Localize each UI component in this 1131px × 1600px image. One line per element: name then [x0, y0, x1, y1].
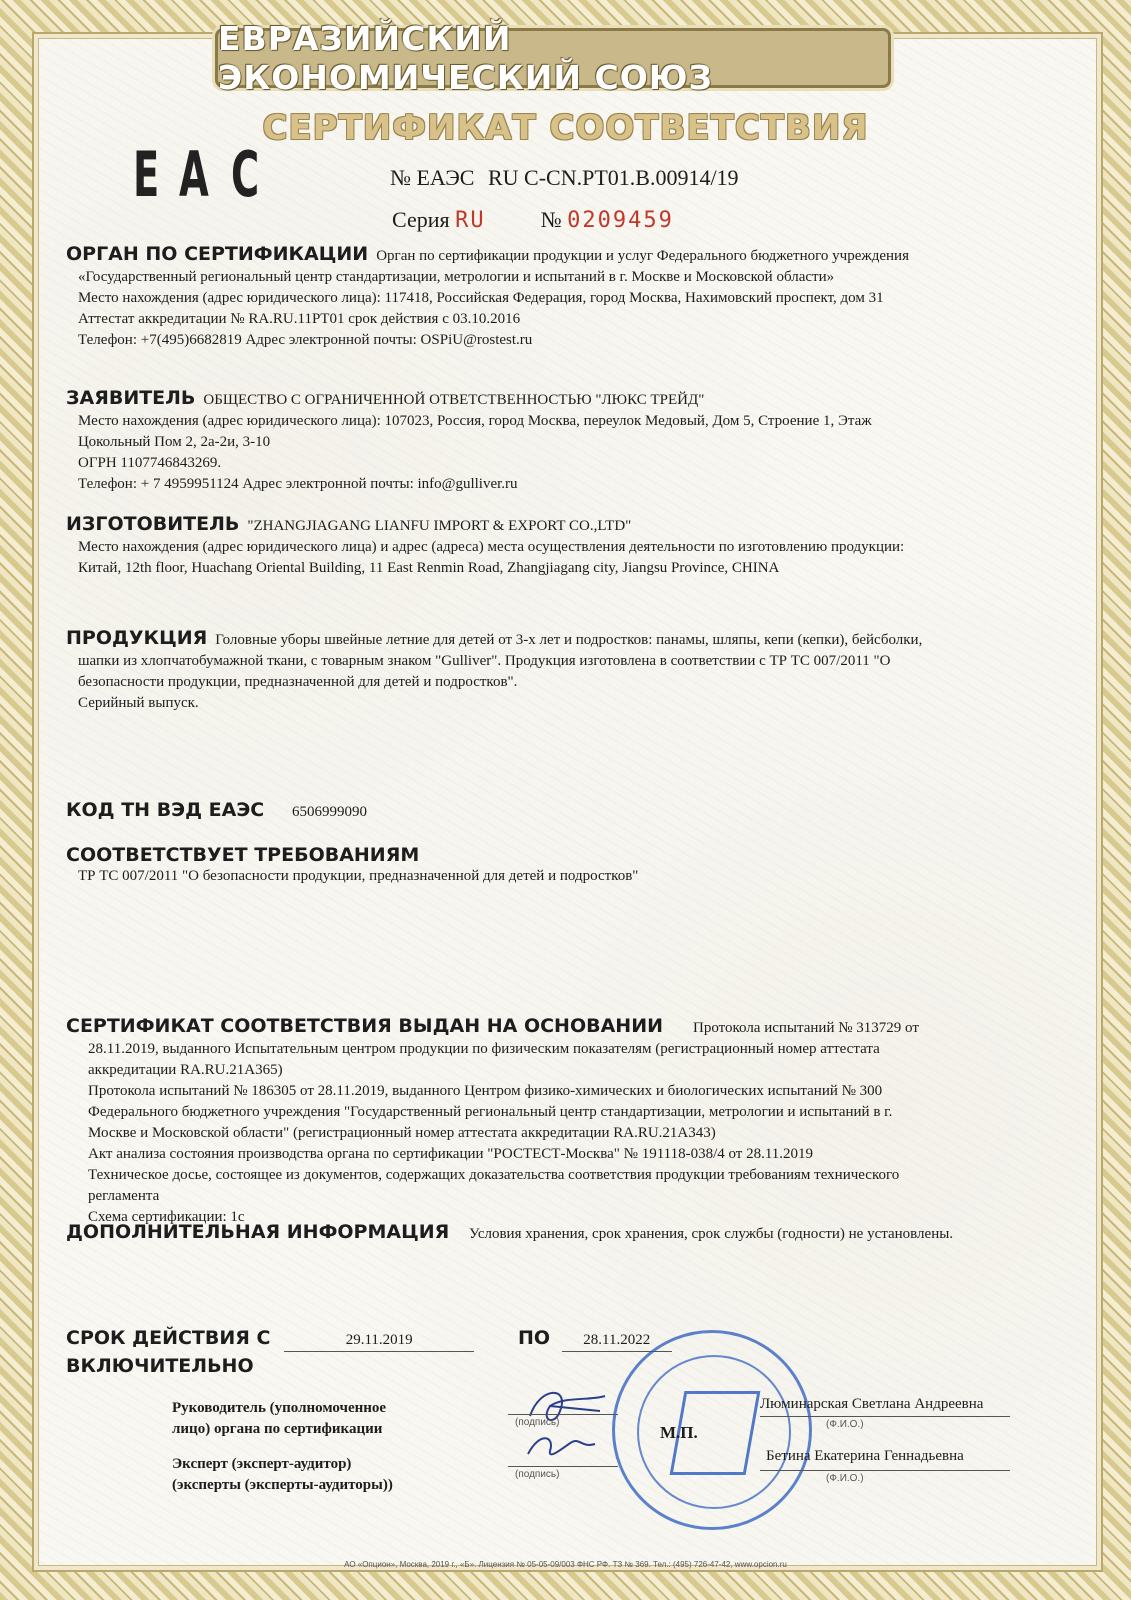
certificate-number	[390, 165, 739, 191]
serial-label: №	[540, 207, 562, 232]
basis-line2: аккредитации RA.RU.21A365)	[88, 1062, 283, 1078]
eac-letter-a: A	[179, 138, 210, 211]
organ-line4: Аттестат аккредитации № RA.RU.11PT01 срок действия с 03.10.2016	[78, 311, 521, 327]
expert-name-line	[760, 1470, 1010, 1471]
validity-inclusive: ВКЛЮЧИТЕЛЬНО	[66, 1355, 254, 1377]
additional-section	[66, 1222, 1076, 1245]
applicant-line2: Место нахождения (адрес юридического лица): 107023, Россия, город Москва, переулок Медовый, Дом 5, Строение 1, Этаж	[78, 413, 872, 429]
manufacturer-line2: Место нахождения (адрес юридического лица) и адрес (адреса) места осуществления деятельности по изготовлению продукции:	[78, 539, 905, 555]
serial-value: 0209459	[567, 208, 674, 233]
manufacturer-heading: ИЗГОТОВИТЕЛЬ	[66, 513, 240, 535]
code-section	[66, 800, 1066, 823]
head-sign-caption: (подпись)	[515, 1417, 560, 1428]
organ-section	[66, 244, 1066, 351]
basis-line9: Схема сертификации: 1с	[88, 1209, 245, 1225]
conforms-section	[66, 845, 1066, 887]
print-footer: АО «Опцион», Москва, 2019 г., «Б». Лицензия № 05-05-09/003 ФНС РФ. ТЗ № 369. Тел.: (495) 726-47-42, www.opcion.ru	[344, 1560, 787, 1569]
validity-heading: СРОК ДЕЙСТВИЯ С	[66, 1327, 271, 1349]
applicant-heading: ЗАЯВИТЕЛЬ	[66, 387, 196, 409]
basis-line5: Москве и Московской области" (регистрационный номер аттестата аккредитации RA.RU.21A343)	[88, 1125, 716, 1141]
basis-line3: Протокола испытаний № 186305 от 28.11.2019, выданного Центром физико-химических и биологических испытаний № 300	[88, 1083, 883, 1099]
expert-name: Бетина Екатерина Геннадьевна	[766, 1448, 964, 1464]
head-label-line1: Руководитель (уполномоченное	[172, 1400, 387, 1416]
document-title: СЕРТИФИКАТ СООТВЕТСТВИЯ	[262, 108, 869, 148]
head-name-line	[760, 1416, 1010, 1417]
additional-line1: Условия хранения, срок хранения, срок службы (годности) не установлены.	[469, 1226, 954, 1242]
certificate-number-label: № ЕАЭС	[390, 165, 475, 190]
applicant-line5: Телефон: + 7 4959951124 Адрес электронной почты: info@gulliver.ru	[78, 476, 518, 492]
certificate-number-value: RU C-CN.PT01.B.00914/19	[487, 165, 739, 190]
organ-heading: ОРГАН ПО СЕРТИФИКАЦИИ	[66, 243, 369, 265]
manufacturer-section	[66, 514, 1066, 579]
union-banner-text: ЕВРАЗИЙСКИЙ ЭКОНОМИЧЕСКИЙ СОЮЗ	[218, 19, 713, 97]
validity-to: 28.11.2022	[562, 1330, 672, 1352]
basis-line8: регламента	[88, 1188, 160, 1204]
applicant-line1: ОБЩЕСТВО С ОГРАНИЧЕННОЙ ОТВЕТСТВЕННОСТЬЮ "ЛЮКС ТРЕЙД"	[203, 392, 705, 408]
basis-line4: Федерального бюджетного учреждения "Государственный региональный центр стандартизации, метрологии и испытаний в г.	[88, 1104, 893, 1120]
applicant-line3: Цокольный Пом 2, 2а-2и, 3-10	[78, 434, 271, 450]
organ-line3: Место нахождения (адрес юридического лица): 117418, Российская Федерация, город Москва, Нахимовский проспект, дом 31	[78, 290, 884, 306]
manufacturer-line3: Китай, 12th floor, Huachang Oriental Building, 11 East Renmin Road, Zhangjiagang city, Jiangsu Province, CHINA	[78, 560, 780, 576]
seal-place-mark: М.П.	[660, 1423, 698, 1442]
product-section	[66, 628, 1066, 714]
head-signature-line	[508, 1414, 618, 1415]
basis-line0: Протокола испытаний № 313729 от	[693, 1020, 919, 1036]
validity-from: 29.11.2019	[284, 1330, 474, 1352]
basis-line1: 28.11.2019, выданного Испытательным центром продукции по физическим показателям (регистрационный номер аттестата	[88, 1041, 880, 1057]
eac-logo	[133, 138, 260, 211]
basis-section	[66, 1016, 1076, 1228]
expert-label-line2: (эксперты (эксперты-аудиторы))	[172, 1477, 393, 1493]
product-line4: Серийный выпуск.	[78, 695, 199, 711]
organ-line5: Телефон: +7(495)6682819 Адрес электронной почты: OSPiU@rostest.ru	[78, 332, 533, 348]
expert-label-line1: Эксперт (эксперт-аудитор)	[172, 1456, 352, 1472]
manufacturer-line1: "ZHANGJIAGANG LIANFU IMPORT & EXPORT CO.,LTD"	[247, 518, 632, 534]
series-label: Серия	[392, 207, 450, 232]
product-heading: ПРОДУКЦИЯ	[66, 627, 208, 649]
head-name: Люминарская Светлана Андреевна	[760, 1396, 984, 1412]
expert-label	[172, 1454, 452, 1496]
head-label-line2: лицо) органа по сертификации	[172, 1421, 383, 1437]
applicant-line4: ОГРН 1107746843269.	[78, 455, 222, 471]
head-label	[172, 1398, 432, 1440]
validity-to-label: ПО	[517, 1327, 551, 1349]
organ-line1: Орган по сертификации продукции и услуг Федерального бюджетного учреждения	[376, 248, 909, 264]
organ-line2: «Государственный региональный центр стандартизации, метрологии и испытаний в г. Москве и Московской области»	[78, 269, 835, 285]
conforms-line1: ТР ТС 007/2011 "О безопасности продукции, предназначенной для детей и подростков"	[78, 868, 639, 884]
basis-line6: Акт анализа состояния производства органа по сертификации "РОСТЕСТ-Москва" № 191118-038/4 от 28.11.2019	[88, 1146, 814, 1162]
series-line	[392, 207, 674, 233]
additional-heading: ДОПОЛНИТЕЛЬНАЯ ИНФОРМАЦИЯ	[66, 1221, 450, 1243]
basis-line7: Техническое досье, состоящее из документов, содержащих доказательства соответствия продукции требованиям технического	[88, 1167, 900, 1183]
code-heading: КОД ТН ВЭД ЕАЭС	[66, 799, 265, 821]
expert-signature-line	[508, 1466, 618, 1467]
product-line1: Головные уборы швейные летние для детей от 3-х лет и подростков: панамы, шляпы, кепи (кепки), бейсболки,	[215, 632, 923, 648]
expert-fio-caption: (Ф.И.О.)	[826, 1473, 864, 1484]
code-value: 6506999090	[291, 804, 367, 820]
series-value: RU	[455, 208, 486, 233]
conforms-heading: СООТВЕТСТВУЕТ ТРЕБОВАНИЯМ	[66, 844, 420, 866]
eac-letter-e: E	[133, 138, 160, 211]
product-line3: безопасности продукции, предназначенной для детей и подростков".	[78, 674, 518, 690]
expert-sign-caption: (подпись)	[515, 1469, 560, 1480]
eac-letter-c: C	[231, 138, 260, 211]
basis-heading: СЕРТИФИКАТ СООТВЕТСТВИЯ ВЫДАН НА ОСНОВАНИИ	[66, 1015, 663, 1037]
head-fio-caption: (Ф.И.О.)	[826, 1419, 864, 1430]
union-banner	[215, 19, 891, 97]
product-line2: шапки из хлопчатобумажной ткани, с товарным знаком "Gulliver". Продукция изготовлена в соответствии с ТР ТС 007/2011 "О	[78, 653, 891, 669]
applicant-section	[66, 388, 1066, 495]
